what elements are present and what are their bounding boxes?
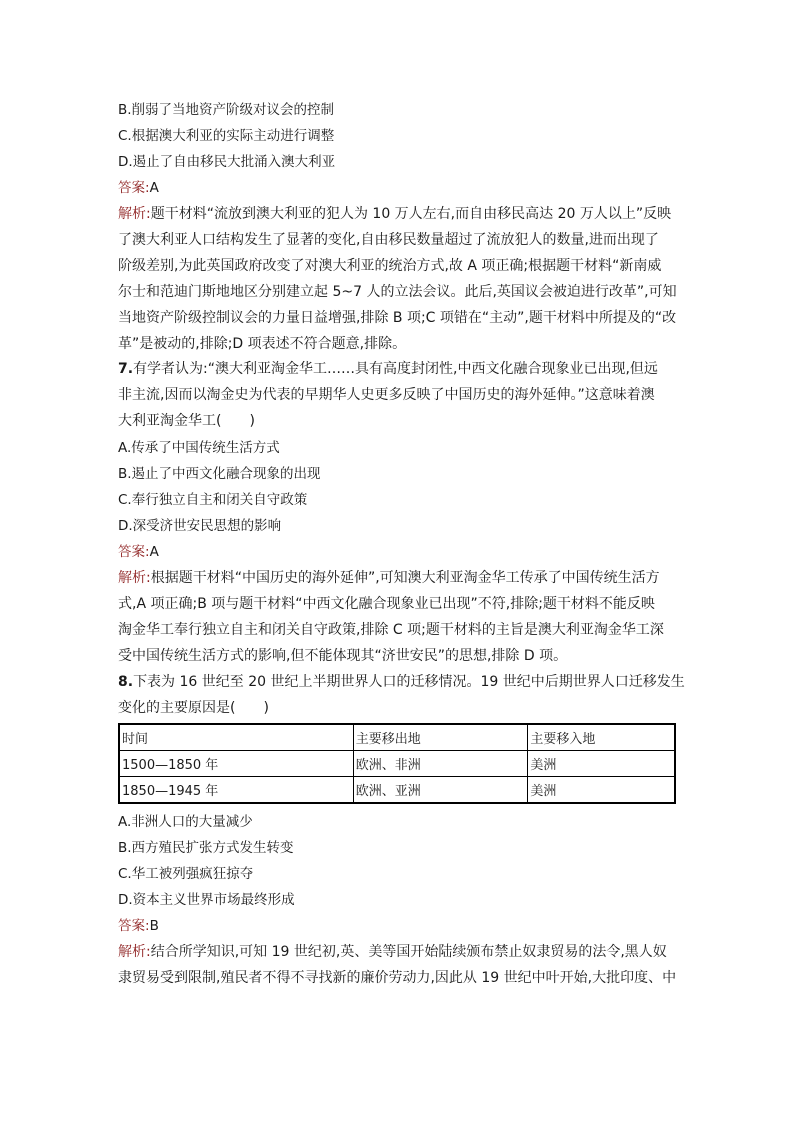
q6-answer (118, 178, 159, 198)
q8-option-b: B.西方殖民扩张方式发生转变 (118, 840, 294, 856)
q7-answer (118, 542, 159, 562)
analysis-line: 了澳大利亚人口结构发生了显著的变化,自由移民数量超过了流放犯人的数量,进而出现了 (118, 232, 659, 248)
stem-line: 非主流,因而以淘金史为代表的早期华人史更多反映了中国历史的海外延伸。”这意味着澳 (118, 387, 655, 403)
q8-option-c: C.华工被列强疯狂掠夺 (118, 866, 254, 882)
analysis-line: 尔士和范迪门斯地地区分别建立起 5~7 人的立法会议。此后,英国议会被迫进行改革”,可知 (118, 284, 677, 300)
table-cell: 1850—1945 年 (119, 777, 353, 804)
analysis-line (118, 939, 678, 965)
answer-value: A (149, 544, 159, 560)
q7-option-c: C.奉行独立自主和闭关自守政策 (118, 492, 308, 508)
table-row (119, 751, 675, 777)
analysis-line: 隶贸易受到限制,殖民者不得不寻找新的廉价劳动力,因此从 19 世纪中叶开始,大批印度、中 (118, 970, 677, 986)
table-header-cell: 主要移出地 (353, 724, 528, 751)
stem-text: 下表为 16 世纪至 20 世纪上半期世界人口的迁移情况。19 世纪中后期世界人口迁移发生 (133, 674, 685, 690)
answer-label: 答案: (118, 918, 150, 934)
q8-analysis (118, 939, 678, 991)
question-number: 8. (118, 674, 134, 690)
stem-line: 大利亚淘金华工( ) (118, 413, 255, 429)
table-cell: 美洲 (528, 777, 675, 804)
analysis-line: 阶级差别,为此英国政府改变了对澳大利亚的统治方式,故 A 项正确;根据题干材料“新南威 (118, 258, 662, 274)
table-header-cell: 时间 (119, 724, 353, 751)
q7-option-d: D.深受济世安民思想的影响 (118, 518, 282, 534)
question-number: 7. (118, 361, 134, 377)
q7-stem (118, 356, 678, 434)
q6-option-c: C.根据澳大利亚的实际主动进行调整 (118, 128, 335, 144)
analysis-label: 解析: (118, 570, 151, 586)
stem-line (118, 669, 685, 695)
answer-value: A (149, 180, 159, 196)
analysis-line (118, 565, 678, 591)
table-cell: 美洲 (528, 751, 675, 777)
stem-line (118, 356, 678, 382)
table-cell: 1500—1850 年 (119, 751, 353, 777)
stem-text: 有学者认为:“澳大利亚淘金华工……具有高度封闭性,中西文化融合现象业已出现,但远 (133, 361, 658, 377)
analysis-line: 当地资产阶级控制议会的力量日益增强,排除 B 项;C 项错在“主动”,题干材料中所提及的“改 (118, 310, 677, 326)
analysis-label: 解析: (118, 206, 151, 222)
migration-table (118, 723, 676, 804)
q8-stem (118, 669, 685, 721)
q8-answer (118, 916, 159, 936)
table-cell: 欧洲、非洲 (353, 751, 528, 777)
analysis-line: 淘金华工奉行独立自主和闭关自守政策,排除 C 项;题干材料的主旨是澳大利亚淘金华工深 (118, 622, 664, 638)
answer-value: B (149, 918, 159, 934)
q6-option-b: B.削弱了当地资产阶级对议会的控制 (118, 102, 335, 118)
q6-option-d: D.遏止了自由移民大批涌入澳大利亚 (118, 154, 336, 170)
stem-line: 变化的主要原因是( ) (118, 700, 269, 716)
analysis-label: 解析: (118, 944, 151, 960)
analysis-line: 式,A 项正确;B 项与题干材料“中西文化融合现象业已出现”不符,排除;题干材料不能反映 (118, 596, 655, 612)
q8-option-a: A.非洲人口的大量减少 (118, 814, 253, 830)
table-header-row (119, 724, 675, 751)
analysis-text: 根据题干材料“中国历史的海外延伸”,可知澳大利亚淘金华工传承了中国传统生活方 (150, 570, 660, 586)
analysis-text: 结合所学知识,可知 19 世纪初,英、美等国开始陆续颁布禁止奴隶贸易的法令,黑人奴 (150, 944, 667, 960)
table-cell: 欧洲、亚洲 (353, 777, 528, 804)
analysis-line: 受中国传统生活方式的影响,但不能体现其“济世安民”的思想,排除 D 项。 (118, 648, 568, 664)
q7-option-a: A.传承了中国传统生活方式 (118, 440, 280, 456)
q7-option-b: B.遏止了中西文化融合现象的出现 (118, 466, 321, 482)
analysis-line (118, 201, 678, 227)
answer-label: 答案: (118, 180, 150, 196)
q8-option-d: D.资本主义世界市场最终形成 (118, 892, 295, 908)
answer-label: 答案: (118, 544, 150, 560)
q7-analysis (118, 565, 678, 669)
q6-analysis (118, 201, 678, 357)
table-row (119, 777, 675, 804)
table-header-cell: 主要移入地 (528, 724, 675, 751)
analysis-line: 革”是被动的,排除;D 项表述不符合题意,排除。 (118, 336, 407, 352)
analysis-text: 题干材料“流放到澳大利亚的犯人为 10 万人左右,而自由移民高达 20 万人以上”反映 (150, 206, 672, 222)
